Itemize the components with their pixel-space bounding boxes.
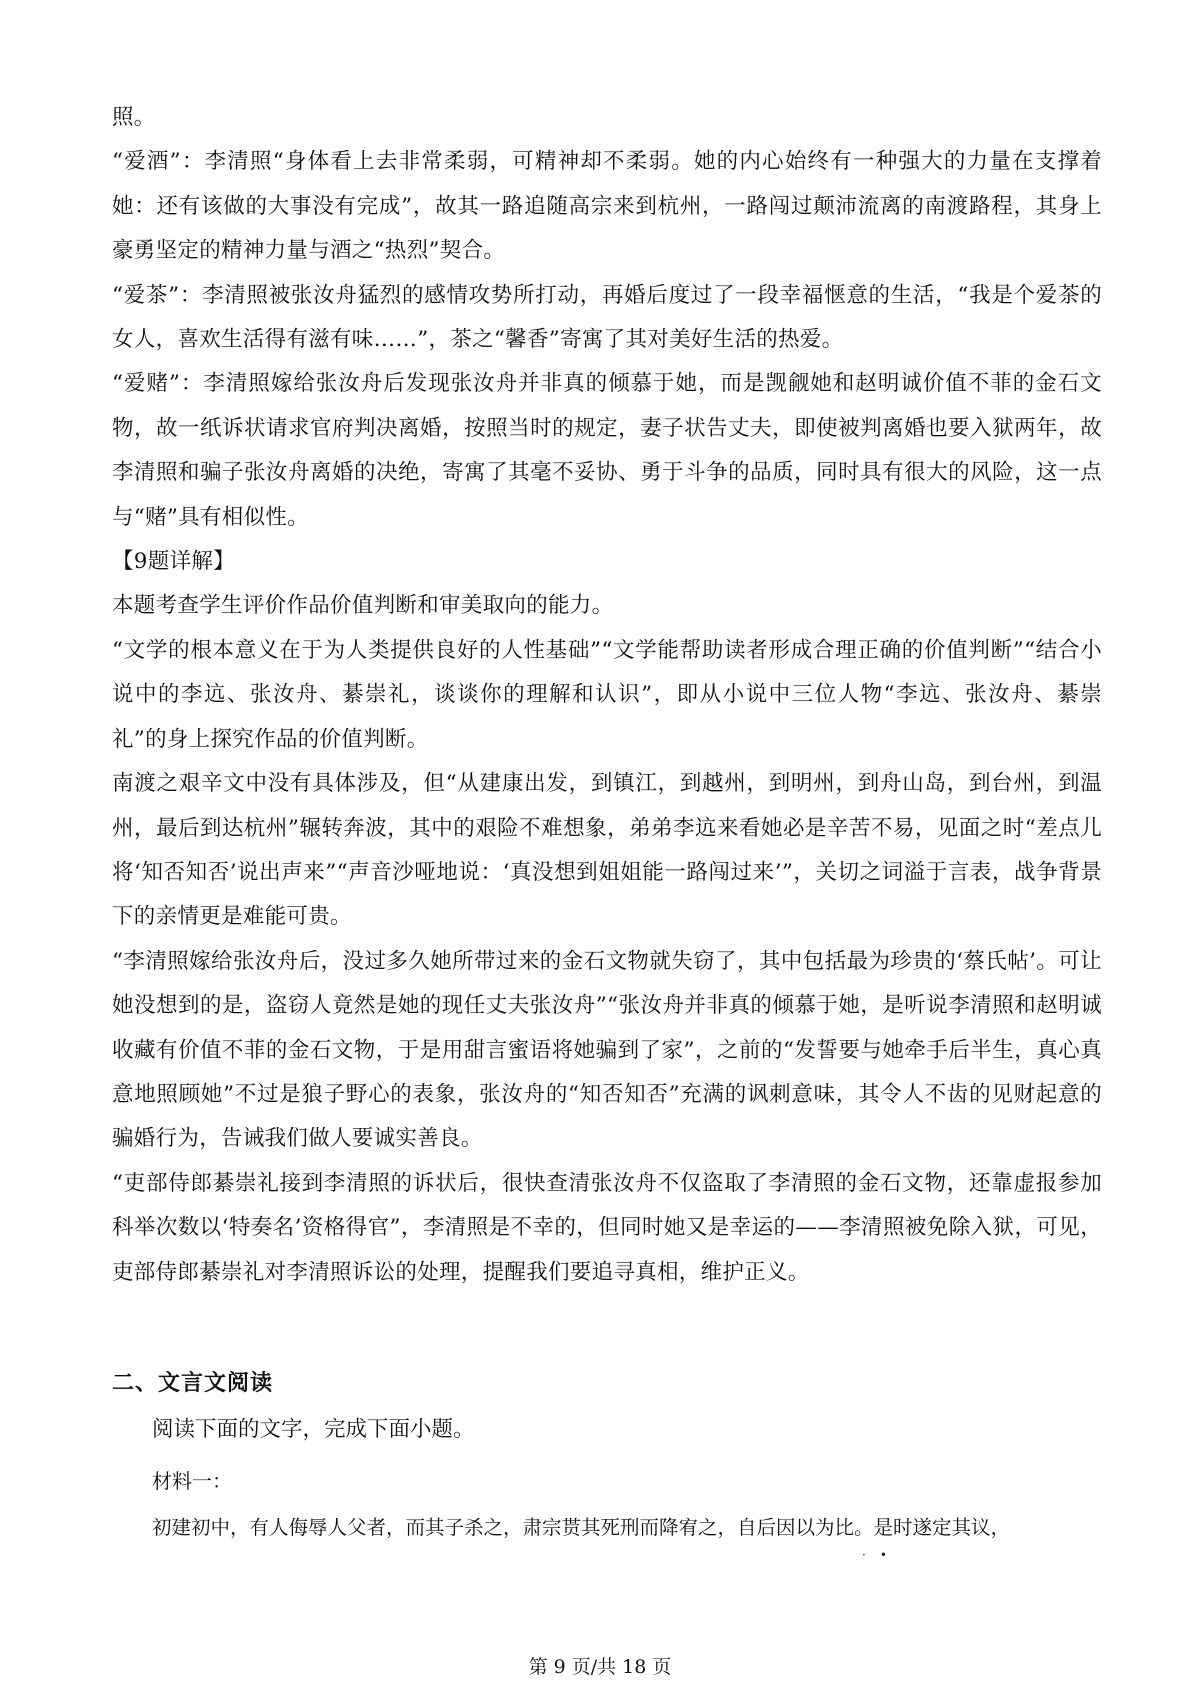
paragraph-continuation: 照。	[112, 105, 156, 130]
paragraph-love-gamble: “爱赌”：李清照嫁给张汝舟后发现张汝舟并非真的倾慕于她，而是觊觎她和赵明诚价值不菲的金石文物，故一纸诉状请求官府判决离婚，按照当时的规定，妻子状告丈夫，即使被判离婚也要入狱两年，故李清照和骗子张汝舟离婚的决绝，寄寓了其毫不妥协、勇于斗争的品质，同时具有很大的风险，这一点与“赌”具有相似性。	[112, 371, 1102, 530]
paragraph-love-tea: “爱茶”：李清照被张汝舟猛烈的感情攻势所打动，再婚后度过了一段幸福惬意的生活，“我是个爱茶的女人，喜欢生活得有滋有味……”，茶之“馨香”寄寓了其对美好生活的热爱。	[112, 282, 1102, 353]
paragraph-assessment-goal: 本题考查学生评价作品价值判断和审美取向的能力。	[112, 593, 614, 619]
emphasis-dots: ·•	[862, 1548, 901, 1562]
paragraph-zhang-ruzhou: “李清照嫁给张汝舟后，没过多久她所带过来的金石文物就失窃了，其中包括最为珍贵的‘蔡氏帖’。可让她没想到的是，盗窃人竟然是她的现任丈夫张汝舟”“张汝舟并非真的倾慕于她，是听说李清照和赵明诚收藏有价值不菲的金石文物，于是用甜言蜜语将她骗到了家”，之前的“发誓要与她牵手后半生，真心真意地照顾她”不过是狼子野心的表象，张汝舟的“知否知否”充满的讽刺意味，其令人不齿的见财起意的骗婚行为，告诫我们做人要诚实善良。	[112, 948, 1102, 1152]
paragraph-love-wine: “爱酒”：李清照“身体看上去非常柔弱，可精神却不柔弱。她的内心始终有一种强大的力量在支撑着她：还有该做的大事没有完成”，故其一路追随高宗来到杭州，一路闯过颠沛流离的南渡路程，其身上豪勇坚定的精神力量与酒之“热烈”契合。	[112, 149, 1102, 264]
section-heading: 二、文言文阅读	[112, 1371, 274, 1396]
answer-explanation-body	[112, 96, 1102, 1295]
paragraph-literature-meaning: “文学的根本意义在于为人类提供良好的人性基础”“文学能帮助读者形成合理正确的价值判断”“结合小说中的李迒、张汝舟、綦崇礼，谈谈你的理解和认识”，即从小说中三位人物“李迒、张汝舟、綦崇礼”的身上探究作品的价值判断。	[112, 637, 1102, 752]
paragraph-southern-crossing: 南渡之艰辛文中没有具体涉及，但“从建康出发，到镇江，到越州，到明州，到舟山岛，到台州，到温州，最后到达杭州”辗转奔波，其中的艰险不难想象，弟弟李迒来看她必是辛苦不易，见面之时“差点儿将‘知否知否’说出声来”“声音沙哑地说：‘真没想到姐姐能一路闯过来’”，关切之词溢于言表，战争背景下的亲情更是难能可贵。	[112, 771, 1102, 930]
question-9-heading: 【9题详解】	[112, 549, 235, 575]
paragraph-qi-chongli: “吏部侍郎綦崇礼接到李清照的诉状后，很快查清张汝舟不仅盗取了李清照的金石文物，还靠虚报参加科举次数以‘特奏名’资格得官”，李清照是不幸的，但同时她又是幸运的——李清照被免除入狱，可见，吏部侍郎綦崇礼对李清照诉讼的处理，提醒我们要追寻真相，维护正义。	[112, 1170, 1102, 1285]
material-label: 材料一：	[152, 1469, 232, 1493]
material-text: 初建初中，有人侮辱人父者，而其子杀之，肃宗贳其死刑而降宥之，自后因以为比。是时遂定其议，	[152, 1516, 1011, 1539]
page-footer: 第 9 页/共 18 页	[528, 1656, 672, 1678]
reading-instruction: 阅读下面的文字，完成下面小题。	[152, 1417, 475, 1442]
